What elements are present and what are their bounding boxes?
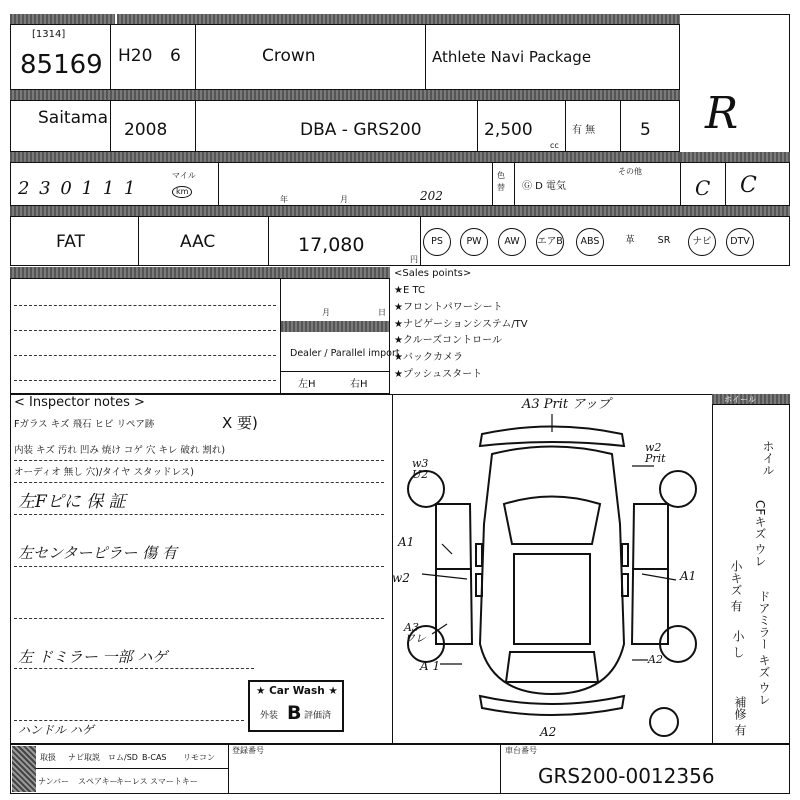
divider [218, 162, 219, 206]
price-unit: 円 [410, 255, 418, 264]
car-name: Crown [262, 46, 316, 66]
divider [110, 100, 111, 152]
inspector-note-3: 左 ドミラー 一部 ハゲ [18, 648, 168, 666]
dashed-line [14, 618, 384, 619]
inspector-line1-mark: X 要) [222, 414, 258, 432]
diagram-mark-w2-left: w2 [392, 571, 410, 585]
option-5: 革 [625, 235, 635, 246]
right-side-shape [632, 504, 668, 644]
dashed-line [14, 720, 244, 721]
dashed-line [14, 330, 276, 331]
right-column-title: ホイール [724, 395, 756, 404]
divider [620, 100, 621, 152]
divider [420, 216, 421, 266]
option-6: SR [657, 235, 671, 246]
sales-points-title: <Sales points> [394, 268, 472, 279]
right-window-b [622, 574, 628, 596]
footer-item: スペアキー [78, 777, 118, 786]
dealer-type: Dealer / Parallel import [290, 348, 400, 359]
divider [565, 100, 566, 152]
dashed-line [14, 482, 384, 483]
overall-score: R [705, 88, 739, 139]
aircon: AAC [180, 232, 216, 252]
sales-point-item: ★バックカメラ [394, 352, 463, 364]
transmission: FAT [56, 232, 85, 252]
option-0: PS [423, 228, 451, 256]
divider [195, 24, 196, 90]
divider [492, 162, 493, 206]
first-registration: H20 [118, 46, 153, 66]
sales-point-item: ★プッシュスタート [394, 369, 483, 380]
chassis-number: GRS200-0012356 [538, 764, 715, 788]
mileage: 2 3 0 1 1 1 [18, 178, 138, 199]
header-strip [10, 267, 390, 278]
windshield-shape [504, 497, 600, 545]
car-wash-grade: B [287, 702, 302, 724]
option-8: DTV [726, 228, 754, 256]
leader-line [422, 574, 467, 579]
model-year: 2008 [124, 120, 168, 140]
option-7: ナビ [688, 228, 716, 256]
header-strip [281, 321, 389, 332]
dashed-line [14, 566, 384, 567]
left-window-a [476, 544, 482, 566]
model-code: DBA - GRS200 [300, 120, 422, 140]
color-change-box: 色替 [497, 171, 505, 192]
diagram-mark-a1-right: A1 [680, 569, 697, 583]
divider [138, 216, 139, 266]
car-wash-title: ★ Car Wash ★ [256, 685, 338, 697]
right-col-text-6: 補修 有 [733, 696, 747, 736]
inspector-note-2: 左センターピラー 傷 有 [18, 544, 177, 562]
divider [500, 744, 501, 794]
footer-item: リモコン [183, 753, 215, 762]
divider [477, 100, 478, 152]
mileage-alt-unit: マイル [172, 171, 196, 180]
leader-line [642, 574, 676, 580]
region: Saitama [38, 108, 108, 128]
divider [280, 371, 390, 372]
footer-item: キーレス [116, 777, 148, 786]
right-column-frame [712, 404, 790, 744]
displacement-unit: cc [550, 141, 559, 150]
diagram-mark-a2-right: A2 [648, 653, 663, 666]
sales-point-item: ★E TC [394, 285, 425, 296]
dealer-day: 日 [378, 308, 386, 317]
right-col-text-4: ドアミラー キズ ウレ [757, 590, 771, 706]
footer-item: スマートキー [150, 777, 198, 786]
dashed-line [14, 380, 276, 381]
rear-bumper-shape [480, 696, 624, 715]
roof-shape [514, 554, 590, 644]
divider [725, 162, 726, 206]
inspector-note-4: ハンドル ハゲ [18, 723, 94, 737]
mileage-unit: km [172, 186, 192, 198]
footer-item: B-CAS [142, 753, 167, 762]
right-col-text-5: 小 し [731, 630, 745, 658]
wheel-front-right [660, 471, 696, 507]
start-price: 17,080 [298, 234, 365, 256]
dashed-line [14, 355, 276, 356]
rear-window-shape [506, 652, 598, 682]
fuel-other: その他 [618, 167, 642, 176]
footer-hatch [12, 746, 36, 792]
left-window-b [476, 574, 482, 596]
right-col-text-3: 小キズ 有 [729, 560, 743, 612]
year-label: 年 [280, 195, 288, 204]
displacement: 2,500 [484, 120, 533, 140]
footer-item: ロム/SD [108, 753, 138, 762]
diagram-mark-a1-bottom: A 1 [420, 659, 441, 673]
diagram-mark-left-top: w3 U2 [412, 457, 429, 481]
inspection-status: 有 無 [572, 125, 596, 136]
dealer-month: 月 [322, 308, 330, 317]
option-4: ABS [576, 228, 604, 256]
first-registration-month: 6 [170, 46, 181, 66]
diagram-mark-right-top: w2 Prit [645, 441, 666, 465]
divider [514, 162, 515, 206]
diagram-mark-a3-left: A3 ワレ [404, 621, 426, 645]
inspector-line2: 内装 キズ 汚れ 凹み 焼け コゲ 穴 キレ 破れ 割れ) [14, 445, 226, 456]
chassis-label: 車台番号 [505, 746, 537, 755]
sales-point-item: ★フロントパワーシート [394, 301, 503, 313]
divider [36, 768, 228, 769]
lot-number: 85169 [20, 50, 103, 80]
divider [425, 24, 426, 90]
right-col-text-2: CFキズ ウレ [753, 500, 767, 568]
footer-item: ナビ取説 [68, 753, 100, 762]
exterior-grade: C [740, 173, 757, 198]
dashed-line [14, 305, 276, 306]
divider [195, 100, 196, 152]
divider [110, 24, 111, 90]
seats: 5 [640, 120, 651, 140]
right-window-a [622, 544, 628, 566]
inspector-line1: Fガラス キズ 飛石 ヒビ リペア跡 [14, 419, 155, 430]
right-col-text-1: ホイル [761, 440, 775, 476]
option-2: AW [498, 228, 526, 256]
inspector-title: < Inspector notes > [14, 395, 145, 410]
left-side-shape [436, 504, 472, 644]
car-wash-label-post: 評価済 [304, 711, 332, 721]
diagram-mark-top: A3 Prit アップ [522, 397, 611, 412]
dashed-line [14, 668, 254, 669]
dashed-line [14, 514, 384, 515]
fuel-type: Ⓖ D 電気 [522, 181, 567, 192]
inspector-note-1: 左Fピに 保 証 [18, 492, 126, 512]
diagram-mark-a1-left: A1 [398, 535, 415, 549]
option-3: エアB [536, 228, 564, 256]
grade: Athlete Navi Package [432, 48, 592, 66]
spare-wheel [650, 708, 678, 736]
divider [680, 162, 681, 206]
interior-grade: C [695, 176, 711, 200]
sales-point-item: ★クルーズコントロール [394, 335, 502, 347]
handle-right: 右H [350, 379, 368, 390]
diagram-mark-a2-bottom: A2 [540, 725, 557, 739]
car-wash-label: 外装 [260, 711, 279, 721]
handle-left: 左H [298, 379, 316, 390]
option-1: PW [460, 228, 488, 256]
inspector-line3: オーディオ 無し 穴)/タイヤ スタッドレス) [14, 467, 194, 478]
dashed-line [14, 460, 384, 461]
lot-code: [1314] [32, 29, 66, 40]
footer-item: 取扱 [40, 753, 56, 762]
car-body-outline [480, 447, 624, 695]
divider [268, 216, 269, 266]
sales-point-item: ★ナビゲーションシステム/TV [394, 318, 528, 330]
month-label: 月 [340, 195, 348, 204]
dealer-box [280, 278, 390, 394]
divider [228, 744, 229, 794]
leader-line [442, 544, 452, 554]
footer-item: ナンバー [38, 777, 70, 786]
color-code: 202 [420, 189, 443, 203]
registration-label: 登録番号 [232, 746, 264, 755]
